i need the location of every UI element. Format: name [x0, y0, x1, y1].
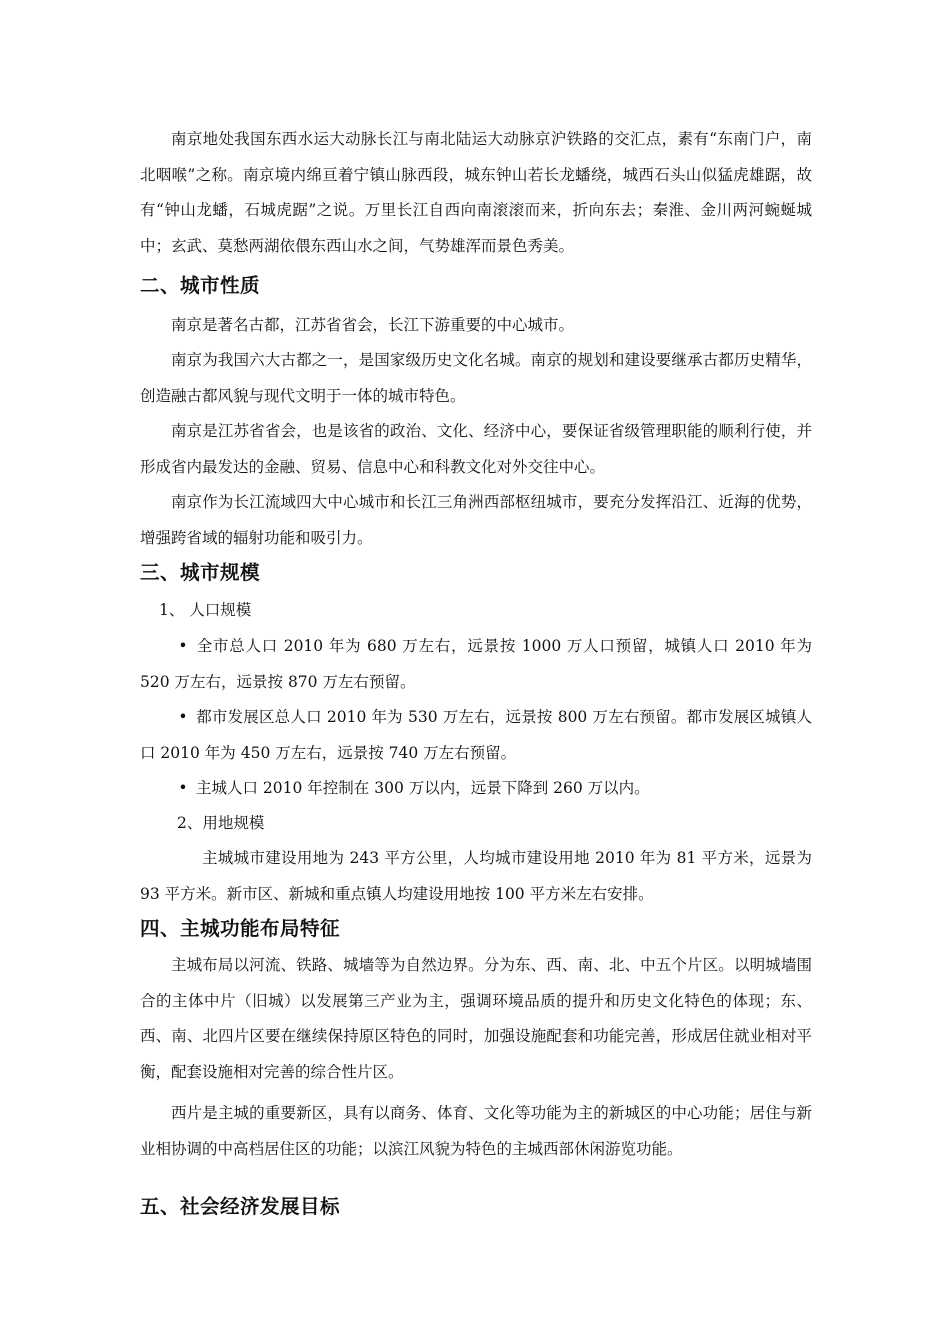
subheading-population-scale: 1、 人口规模 — [159, 601, 252, 619]
bullet-icon: • — [178, 779, 188, 797]
population-bullet-2 — [140, 700, 812, 771]
section-heading-layout-features: 四、主城功能布局特征 — [140, 917, 341, 940]
population-bullet-1 — [140, 629, 812, 700]
bullet-icon: • — [178, 637, 188, 655]
city-nature-paragraph-1: 南京是著名古都，江苏省省会，长江下游重要的中心城市。 — [171, 316, 575, 334]
layout-paragraph-1: 主城布局以河流、铁路、城墙等为自然边界。分为东、西、南、北、中五个片区。以明城墙围合的主体中片（旧城）以发展第三产业为主，强调环境品质的提升和历史文化特色的体现；东、西、南、北四片区要在继续保持原区特色的同时，加强设施配套和功能完善，形成居住就业相对平衡，配套设施相对完善的综合性片区。 — [140, 956, 812, 1081]
bullet-icon: • — [178, 708, 188, 726]
city-nature-paragraph-3: 南京是江苏省省会，也是该省的政治、文化、经济中心，要保证省级管理职能的顺利行使，并形成省内最发达的金融、贸易、信息中心和科教文化对外交往中心。 — [140, 422, 812, 476]
section-heading-development-goals: 五、社会经济发展目标 — [140, 1195, 341, 1218]
city-nature-paragraph-2: 南京为我国六大古都之一，是国家级历史文化名城。南京的规划和建设要继承古都历史精华，创造融古都风貌与现代文明于一体的城市特色。 — [140, 351, 812, 405]
section-heading-city-nature: 二、城市性质 — [140, 274, 261, 297]
city-nature-paragraph-4: 南京作为长江流域四大中心城市和长江三角洲西部枢纽城市，要充分发挥沿江、近海的优势，增强跨省域的辐射功能和吸引力。 — [140, 493, 812, 547]
land-scale-paragraph: 主城城市建设用地为 243 平方公里，人均城市建设用地 2010 年为 81 平方米，远景为 93 平方米。新市区、新城和重点镇人均建设用地按 100 平方米左右安排。 — [140, 849, 812, 903]
subheading-land-scale: 2、用地规模 — [177, 814, 265, 832]
layout-paragraph-2: 西片是主城的重要新区，具有以商务、体育、文化等功能为主的新城区的中心功能；居住与新业相协调的中高档居住区的功能；以滨江风貌为特色的主城西部休闲游览功能。 — [140, 1104, 812, 1158]
population-bullet-3 — [140, 771, 812, 807]
population-bullet-2-text: 都市发展区总人口 2010 年为 530 万左右，远景按 800 万左右预留。都市发展区城镇人口 2010 年为 450 万左右，远景按 740 万左右预留。 — [140, 708, 812, 762]
intro-paragraph: 南京地处我国东西水运大动脉长江与南北陆运大动脉京沪铁路的交汇点，素有“东南门户，南北咽喉”之称。南京境内绵亘着宁镇山脉西段，城东钟山若长龙蟠绕，城西石头山似猛虎雄踞，故有“钟山龙蟠，石城虎踞”之说。万里长江自西向南滚滚而来，折向东去；秦淮、金川两河蜿蜒城中；玄武、莫愁两湖依偎东西山水之间，气势雄浑而景色秀美。 — [140, 130, 812, 255]
population-bullet-1-text: 全市总人口 2010 年为 680 万左右，远景按 1000 万人口预留，城镇人口 2010 年为 520 万左右，远景按 870 万左右预留。 — [140, 637, 812, 691]
section-heading-city-scale: 三、城市规模 — [140, 561, 261, 584]
population-bullet-3-text: 主城人口 2010 年控制在 300 万以内，远景下降到 260 万以内。 — [196, 779, 650, 797]
